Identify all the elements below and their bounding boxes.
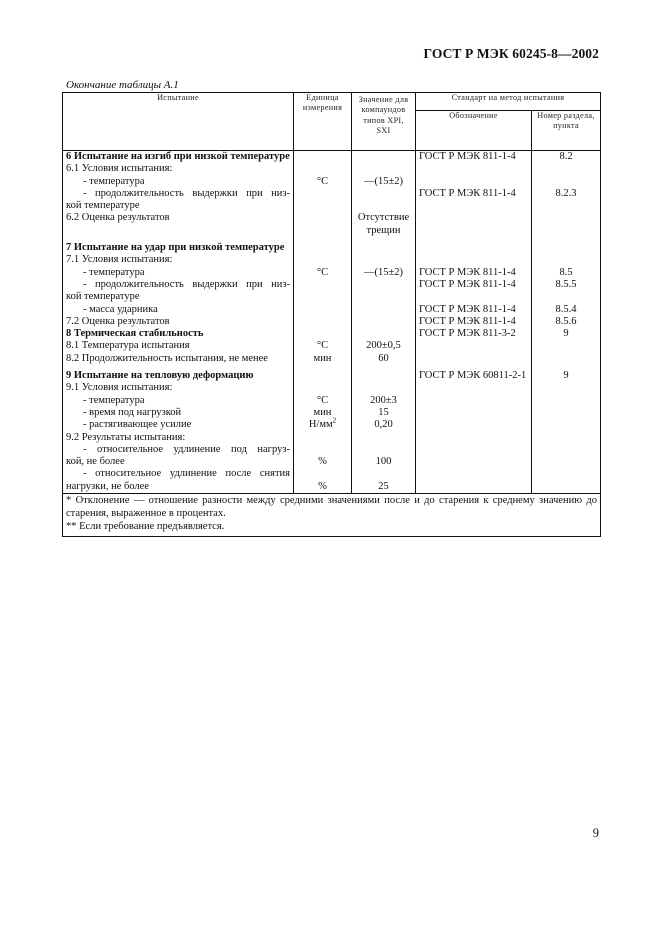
row-7-2-label: 7.2 Оценка результатов [63,316,294,328]
col-header-designation: Обозначение [416,111,532,151]
section-7-title: 7 Испытание на удар при низкой температуре [63,242,294,254]
section-8-standard: ГОСТ Р МЭК 811-3-2 [416,328,532,340]
row-9-1-time-value: 15 [352,407,416,419]
row-9-2-elong-load-unit: % [294,456,352,468]
row-6-1-duration-label: - продолжительность выдержки при низ- [63,188,294,200]
row-9-2-elong-unload-label: - относительное удлинение после снятия [63,468,294,480]
section-9-title: 9 Испытание на тепловую деформацию [63,370,294,382]
row-6-2-value-cont: трещин [352,225,416,237]
col-header-test: Испытание [63,93,294,151]
row-6-1-temp-value: —(15±2) [352,176,416,188]
row-9-1-temp-value: 200±3 [352,395,416,407]
row-7-1-mass-standard: ГОСТ Р МЭК 811-1-4 [416,304,532,316]
row-8-2-label: 8.2 Продолжительность испытания, не менее [63,353,294,365]
row-9-1-time-unit: мин [294,407,352,419]
col-header-section: Номер раздела, пункта [532,111,601,151]
row-6-1-duration-clause: 8.2.3 [532,188,601,200]
row-7-1-mass-label: - масса ударника [63,304,294,316]
row-7-2-standard: ГОСТ Р МЭК 811-1-4 [416,316,532,328]
row-7-2-clause: 8.5.6 [532,316,601,328]
row-9-2-elong-unload-unit: % [294,481,352,494]
row-6-1-duration-standard: ГОСТ Р МЭК 811-1-4 [416,188,532,200]
row-6-2-value: Отсутствие [352,212,416,224]
row-9-1-temp-unit: °С [294,395,352,407]
row-7-1-mass-clause: 8.5.4 [532,304,601,316]
force-unit-base: Н/мм [308,419,333,431]
row-6-1-label: 6.1 Условия испытания: [63,163,294,175]
document-code: ГОСТ Р МЭК 60245-8—2002 [423,46,599,61]
row-9-2-elong-load-label: - относительное удлинение под нагруз- [63,444,294,456]
row-9-1-time-label: - время под нагрузкой [63,407,294,419]
section-6-clause: 8.2 [532,151,601,164]
row-7-1-temp-unit: °С [294,267,352,279]
section-6-standard: ГОСТ Р МЭК 811-1-4 [416,151,532,164]
row-9-2-elong-load-label-cont: кой, не более [63,456,294,468]
footnote-deviation: * Отклонение — отношение разности между средними значениями после и до старения к среднему значению до старения, выраженное в процентах. [63,494,601,521]
section-8-clause: 9 [532,328,601,340]
row-9-1-force-unit [294,416,352,431]
page-number: 9 [592,826,599,840]
row-9-1-force-label: - растягивающее усилие [63,419,294,431]
table-caption: Окончание таблицы А.1 [66,79,179,91]
row-7-1-temp-value: —(15±2) [352,267,416,279]
section-6-title: 6 Испытание на изгиб при низкой температуре [63,151,294,164]
row-9-2-elong-unload-value: 25 [352,481,416,494]
row-6-1-duration-label-cont: кой температуре [63,200,294,212]
row-9-2-label: 9.2 Результаты испытания: [63,432,294,444]
row-7-1-temp-label: - температура [63,267,294,279]
col-header-standard: Стандарт на метод испытания [416,93,601,111]
row-8-1-label: 8.1 Температура испытания [63,340,294,352]
section-8-title: 8 Термическая стабильность [63,328,294,340]
section-9-clause: 9 [532,370,601,382]
row-9-1-force-value: 0,20 [352,419,416,431]
row-9-1-temp-label: - температура [63,395,294,407]
col-header-unit: Единица измерения [294,93,352,151]
row-8-1-unit: °С [294,340,352,352]
row-7-1-duration-label: - продолжительность выдержки при низ- [63,279,294,291]
row-7-1-duration-clause: 8.5.5 [532,279,601,291]
col-header-value: Значение для компаундов типов XPI, SXI [352,93,416,151]
row-6-2-label: 6.2 Оценка результатов [63,212,294,224]
row-7-1-label: 7.1 Условия испытания: [63,254,294,266]
row-7-1-duration-label-cont: кой температуре [63,291,294,303]
row-7-1-duration-standard: ГОСТ Р МЭК 811-1-4 [416,279,532,291]
row-7-1-temp-clause: 8.5 [532,267,601,279]
row-8-2-value: 60 [352,353,416,365]
row-8-2-unit: мин [294,353,352,365]
row-9-2-elong-unload-label-cont: нагрузки, не более [63,481,294,494]
test-table [62,92,601,537]
row-9-1-label: 9.1 Условия испытания: [63,382,294,394]
footnote-requirement: ** Если требование предъявляется. [63,520,601,537]
row-8-1-value: 200±0,5 [352,340,416,352]
row-6-1-temp-label: - температура [63,176,294,188]
row-9-2-elong-load-value: 100 [352,456,416,468]
row-7-1-temp-standard: ГОСТ Р МЭК 811-1-4 [416,267,532,279]
section-9-standard: ГОСТ Р МЭК 60811-2-1 [416,370,532,382]
force-unit-exponent: 2 [332,416,337,425]
row-6-1-temp-unit: °С [294,176,352,188]
